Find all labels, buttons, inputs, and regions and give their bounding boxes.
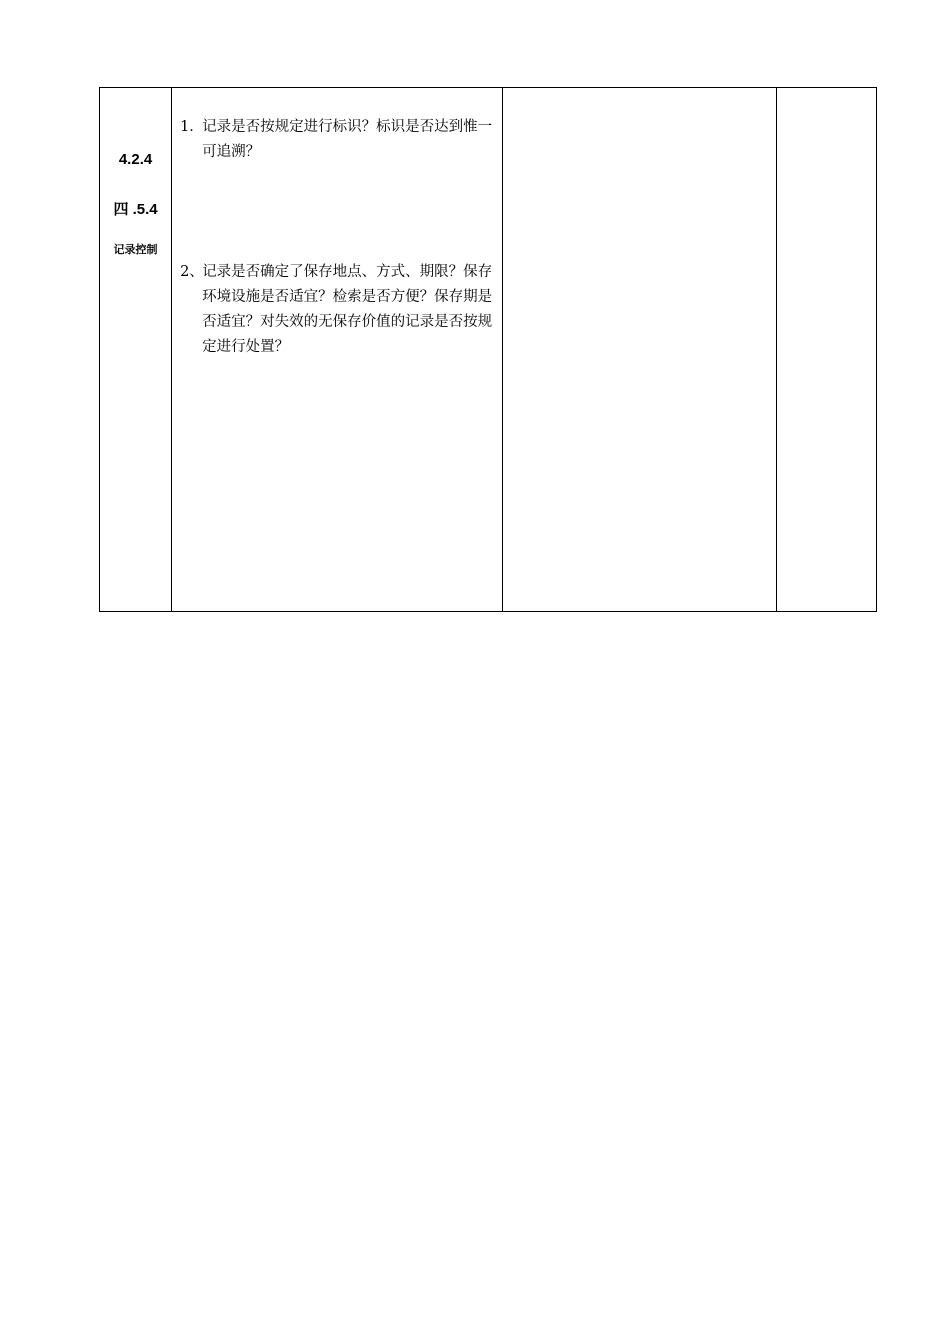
clause-number: 4.2.4 <box>118 151 153 168</box>
clause-cell <box>100 88 172 612</box>
clause-number-secondary: 四 .5.4 <box>113 201 158 218</box>
question-number: 2、 <box>180 264 204 280</box>
audit-questions-cell <box>172 88 502 612</box>
question-text: 记录是否确定了保存地点、方式、期限？保存环境设施是否适宜？检索是否方便？保存期是否适宜？对失效的无保存价值的记录是否按规定进行处置？ <box>202 264 493 355</box>
clause-title: 记录控制 <box>113 244 158 256</box>
audit-question <box>172 115 501 165</box>
table-row <box>100 88 877 612</box>
audit-checklist-table <box>99 87 877 612</box>
question-text: 记录是否按规定进行标识？标识是否达到惟一可追溯？ <box>202 119 493 160</box>
question-number: 1． <box>180 119 204 135</box>
result-cell[interactable] <box>776 88 876 612</box>
audit-question <box>172 260 501 360</box>
evidence-cell[interactable] <box>502 88 776 612</box>
